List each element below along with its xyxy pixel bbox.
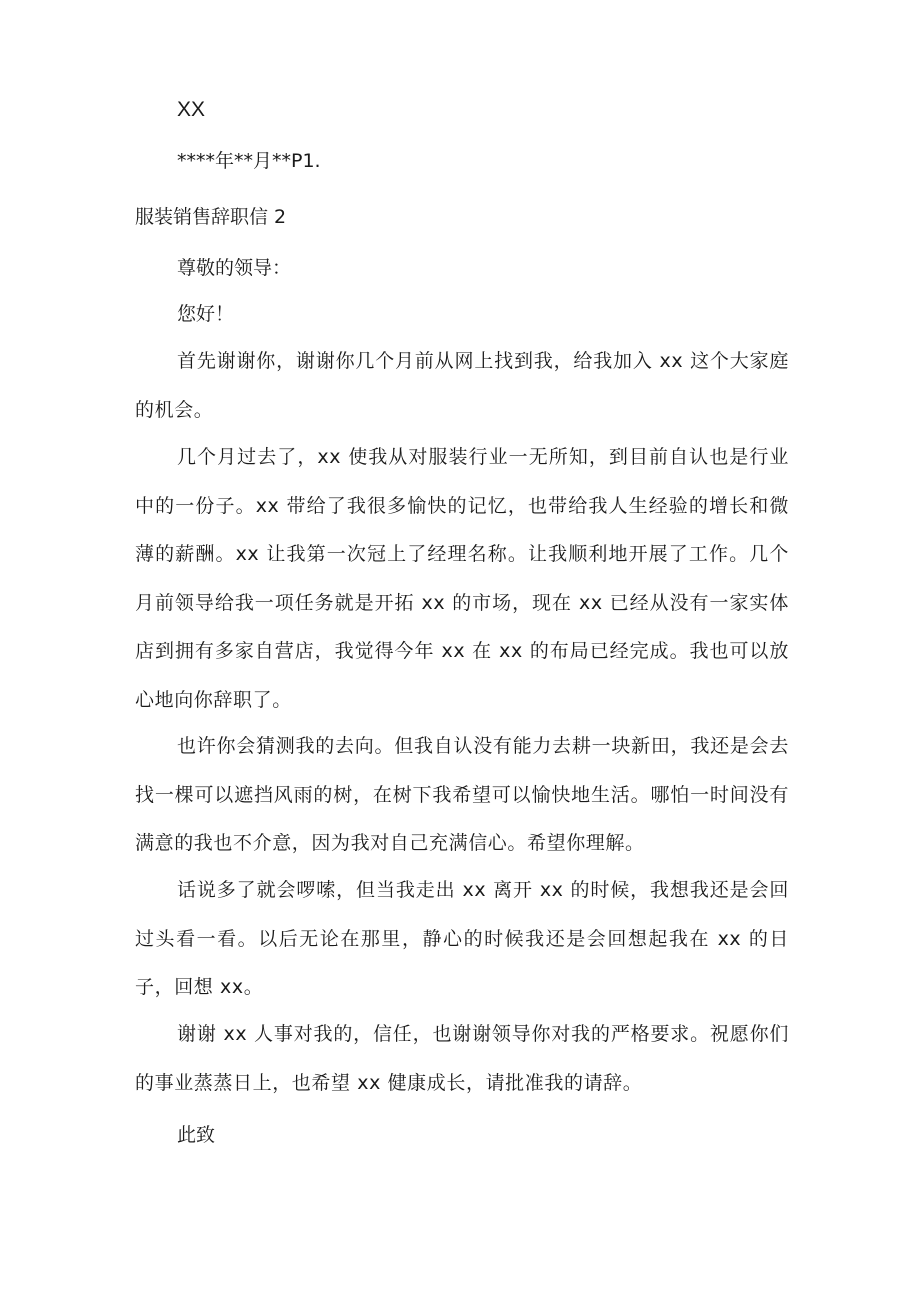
letter-title: 服装销售辞职信 2 (135, 206, 287, 228)
signature-name: XX (177, 98, 206, 121)
signature-date: ****年**月**P1. (177, 150, 321, 172)
paragraph-1: 首先谢谢你，谢谢你几个月前从网上找到我，给我加入 xx 这个大家庭的机会。 (135, 350, 789, 421)
paragraph-2: 几个月过去了，xx 使我从对服装行业一无所知，到目前自认也是行业中的一份子。xx 带给了我很多愉快的记忆，也带给我人生经验的增长和微薄的薪酬。xx 让我第一次冠上了经理名称。让我顺利地开展了工作。几个月前领导给我一项任务就是开拓 xx 的市场，现在 xx 已经从没有一家实体店到拥有多家自营店，我觉得今年 xx 在 xx 的布局已经完成。我也可以放心地向你辞职了。 (135, 446, 789, 711)
letter-salutation: 您好！ (177, 303, 235, 325)
paragraph-5: 谢谢 xx 人事对我的，信任，也谢谢领导你对我的严格要求。祝愿你们的事业蒸蒸日上，也希望 xx 健康成长，请批准我的请辞。 (135, 1023, 789, 1094)
paragraph-3: 也许你会猜测我的去向。但我自认没有能力去耕一块新田，我还是会去找一棵可以遮挡风雨的树，在树下我希望可以愉快地生活。哪怕一时间没有满意的我也不介意，因为我对自己充满信心。希望你理解。 (135, 735, 789, 854)
letter-greeting: 尊敬的领导： (177, 257, 292, 279)
paragraph-4: 话说多了就会啰嗦，但当我走出 xx 离开 xx 的时候，我想我还是会回过头看一看。以后无论在那里，静心的时候我还是会回想起我在 xx 的日子，回想 xx。 (135, 879, 789, 998)
letter-closing: 此致 (177, 1124, 216, 1146)
